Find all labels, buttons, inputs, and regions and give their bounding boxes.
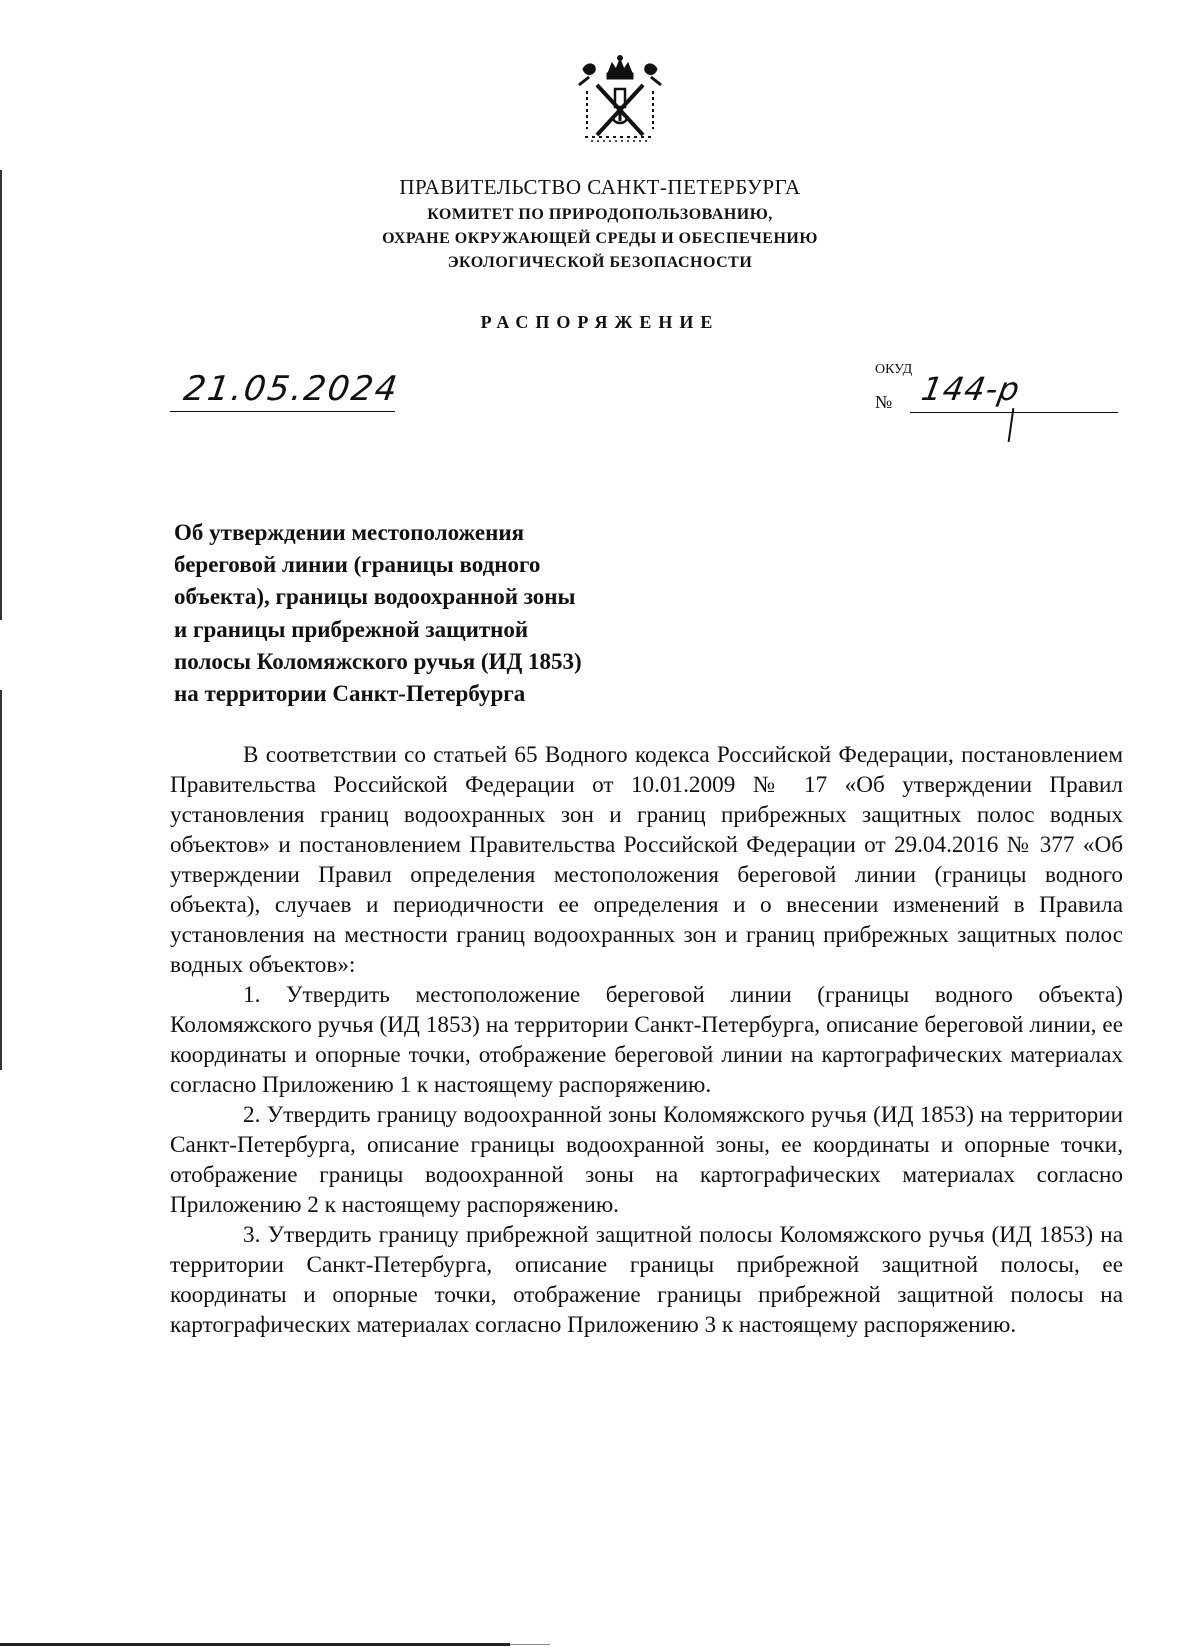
title-line: Об утверждении местоположения	[174, 520, 525, 545]
handwritten-date: 21.05.2024	[181, 369, 402, 409]
order-item-3: 3. Утвердить границу прибрежной защитной полосы Коломяжского ручья (ИД 1853) на территории Санкт-Петербурга, описание границы прибрежной защитной полосы, ее координаты и опорные точки, отображение границы прибрежной защитной полосы на картографических материалах согласно Приложению 3 к настоящему распоряжению.	[170, 1222, 1123, 1338]
preamble-paragraph: В соответствии со статьей 65 Водного кодекса Российской Федерации, постановлением Правительства Российской Федерации от 10.01.2009 № 17 «Об утверждении Правил установления границ водоохранных зон и границ прибрежных защитных полос водных объектов» и постановлением Правительства Российской Федерации от 29.04.2016 № 377 «Об утверждении Правил определения местоположения береговой линии (границы водного объекта), случаев и периодичности ее определения и о внесении изменений в Правила установления на местности границ водоохранных зон и границ прибрежных защитных полос водных объектов»:	[170, 742, 1123, 978]
date-field	[170, 369, 402, 412]
handwritten-number: 144-р	[918, 370, 1024, 408]
page-bottom-rule	[0, 1643, 510, 1646]
scan-edge-mark	[0, 690, 2, 1070]
okud-label: ОКУД	[875, 362, 913, 377]
title-line: береговой линии (границы водного	[174, 552, 541, 578]
title-line: объекта), границы водоохранной зоны	[174, 584, 576, 610]
document-title	[174, 517, 734, 710]
document-type: РАСПОРЯЖЕНИЕ	[480, 312, 720, 332]
committee-name-line: ЭКОЛОГИЧЕСКОЙ БЕЗОПАСНОСТИ	[447, 254, 753, 271]
coat-of-arms-emblem	[575, 55, 665, 147]
handwriting-stroke	[1008, 408, 1015, 442]
committee-name-line: ОХРАНЕ ОКРУЖАЮЩЕЙ СРЕДЫ И ОБЕСПЕЧЕНИЮ	[382, 230, 818, 247]
order-item-1: 1. Утвердить местоположение береговой линии (границы водного объекта) Коломяжского ручья (ИД 1853) на территории Санкт-Петербурга, описание береговой линии, ее координаты и опорные точки, отображение береговой линии на картографических материалах согласно Приложению 1 к настоящему распоряжению.	[170, 982, 1123, 1098]
order-item-2: 2. Утвердить границу водоохранной зоны Коломяжского ручья (ИД 1853) на территории Санкт-Петербурга, описание границы водоохранной зоны, ее координаты и опорные точки, отображение границы водоохранной зоны на картографических материалах согласно Приложению 2 к настоящему распоряжению.	[170, 1102, 1123, 1218]
document-body	[170, 740, 1123, 1340]
committee-name-line: КОМИТЕТ ПО ПРИРОДОПОЛЬЗОВАНИЮ,	[427, 206, 773, 223]
title-line: на территории Санкт-Петербурга	[174, 681, 526, 707]
title-line: полосы Коломяжского ручья (ИД 1853)	[174, 648, 582, 674]
number-sign: №	[875, 392, 893, 412]
government-name: ПРАВИТЕЛЬСТВО САНКТ-ПЕТЕРБУРГА	[399, 175, 801, 199]
page-bottom-rule	[510, 1644, 550, 1645]
title-line: и границы прибрежной защитной	[174, 616, 529, 642]
